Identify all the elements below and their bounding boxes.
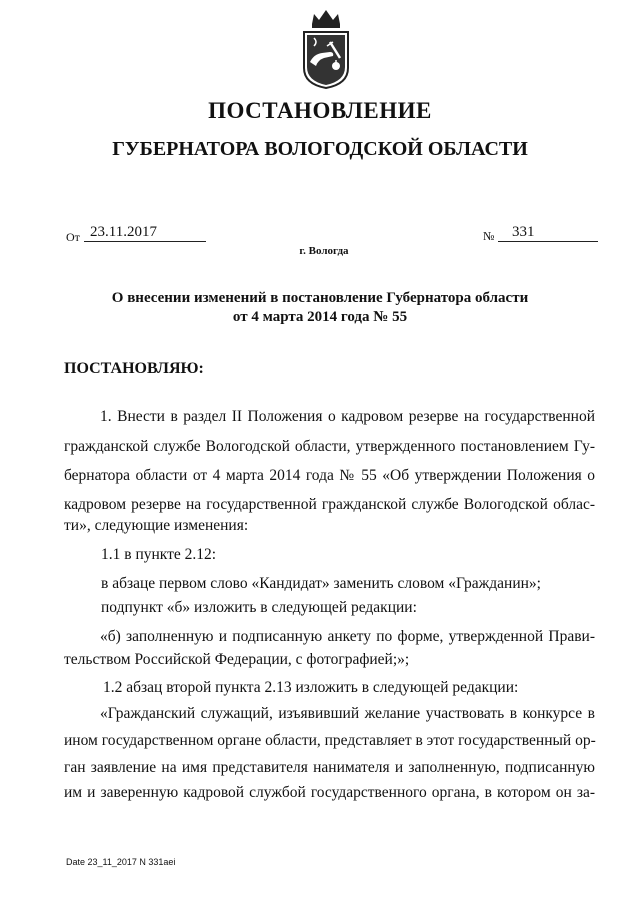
body-line: 1.1 в пункте 2.12:: [101, 546, 217, 563]
resolve-heading: ПОСТАНОВЛЯЮ:: [64, 360, 204, 377]
date-value: 23.11.2017: [84, 224, 206, 242]
document-title: [0, 289, 640, 327]
document-title-line: О внесении изменений в постановление Губернатора области: [111, 290, 529, 306]
number-label: №: [483, 229, 495, 243]
body-line: 1. Внести в раздел II Положения о кадровом резерве на государственной: [100, 408, 595, 425]
body-line: кадровом резерве на государственной гражданской службе Вологодской облас-: [64, 496, 595, 513]
issuer-heading: ГУБЕРНАТОРА ВОЛОГОДСКОЙ ОБЛАСТИ: [112, 138, 528, 160]
number-value: 331: [498, 224, 598, 242]
document-title-line: от 4 марта 2014 года № 55: [232, 309, 408, 325]
body-line: подпункт «б» изложить в следующей редакции:: [101, 599, 417, 616]
body-line: «Гражданский служащий, изъявивший желание участвовать в конкурсе в: [100, 705, 595, 722]
body-line: в абзаце первом слово «Кандидат» заменить словом «Гражданин»;: [101, 575, 541, 592]
date-label: От: [66, 230, 80, 244]
body-line: бернатора области от 4 марта 2014 года № 55 «Об утверждении Положения о: [64, 467, 595, 484]
body-line: им и заверенную кадровой службой государственного органа, в котором он за-: [64, 784, 595, 801]
document-type-heading: ПОСТАНОВЛЕНИЕ: [208, 98, 432, 123]
body-line: «б) заполненную и подписанную анкету по форме, утвержденной Прави-: [100, 628, 595, 645]
city-label: г. Вологда: [299, 245, 349, 257]
body-line: тельством Российской Федерации, с фотографией;»;: [64, 651, 410, 668]
body-line: ти», следующие изменения:: [64, 517, 249, 534]
footer-document-code: Date 23_11_2017 N 331aei: [66, 857, 176, 867]
body-line: ином государственном органе области, представляет в этот государственный ор-: [64, 732, 596, 749]
body-line: ган заявление на имя представителя нанимателя и заполненную, подписанную: [64, 759, 595, 776]
coat-of-arms-emblem: [300, 6, 352, 90]
body-line: гражданской службе Вологодской области, утвержденного постановлением Гу-: [64, 438, 595, 455]
body-line: 1.2 абзац второй пункта 2.13 изложить в следующей редакции:: [103, 679, 519, 696]
